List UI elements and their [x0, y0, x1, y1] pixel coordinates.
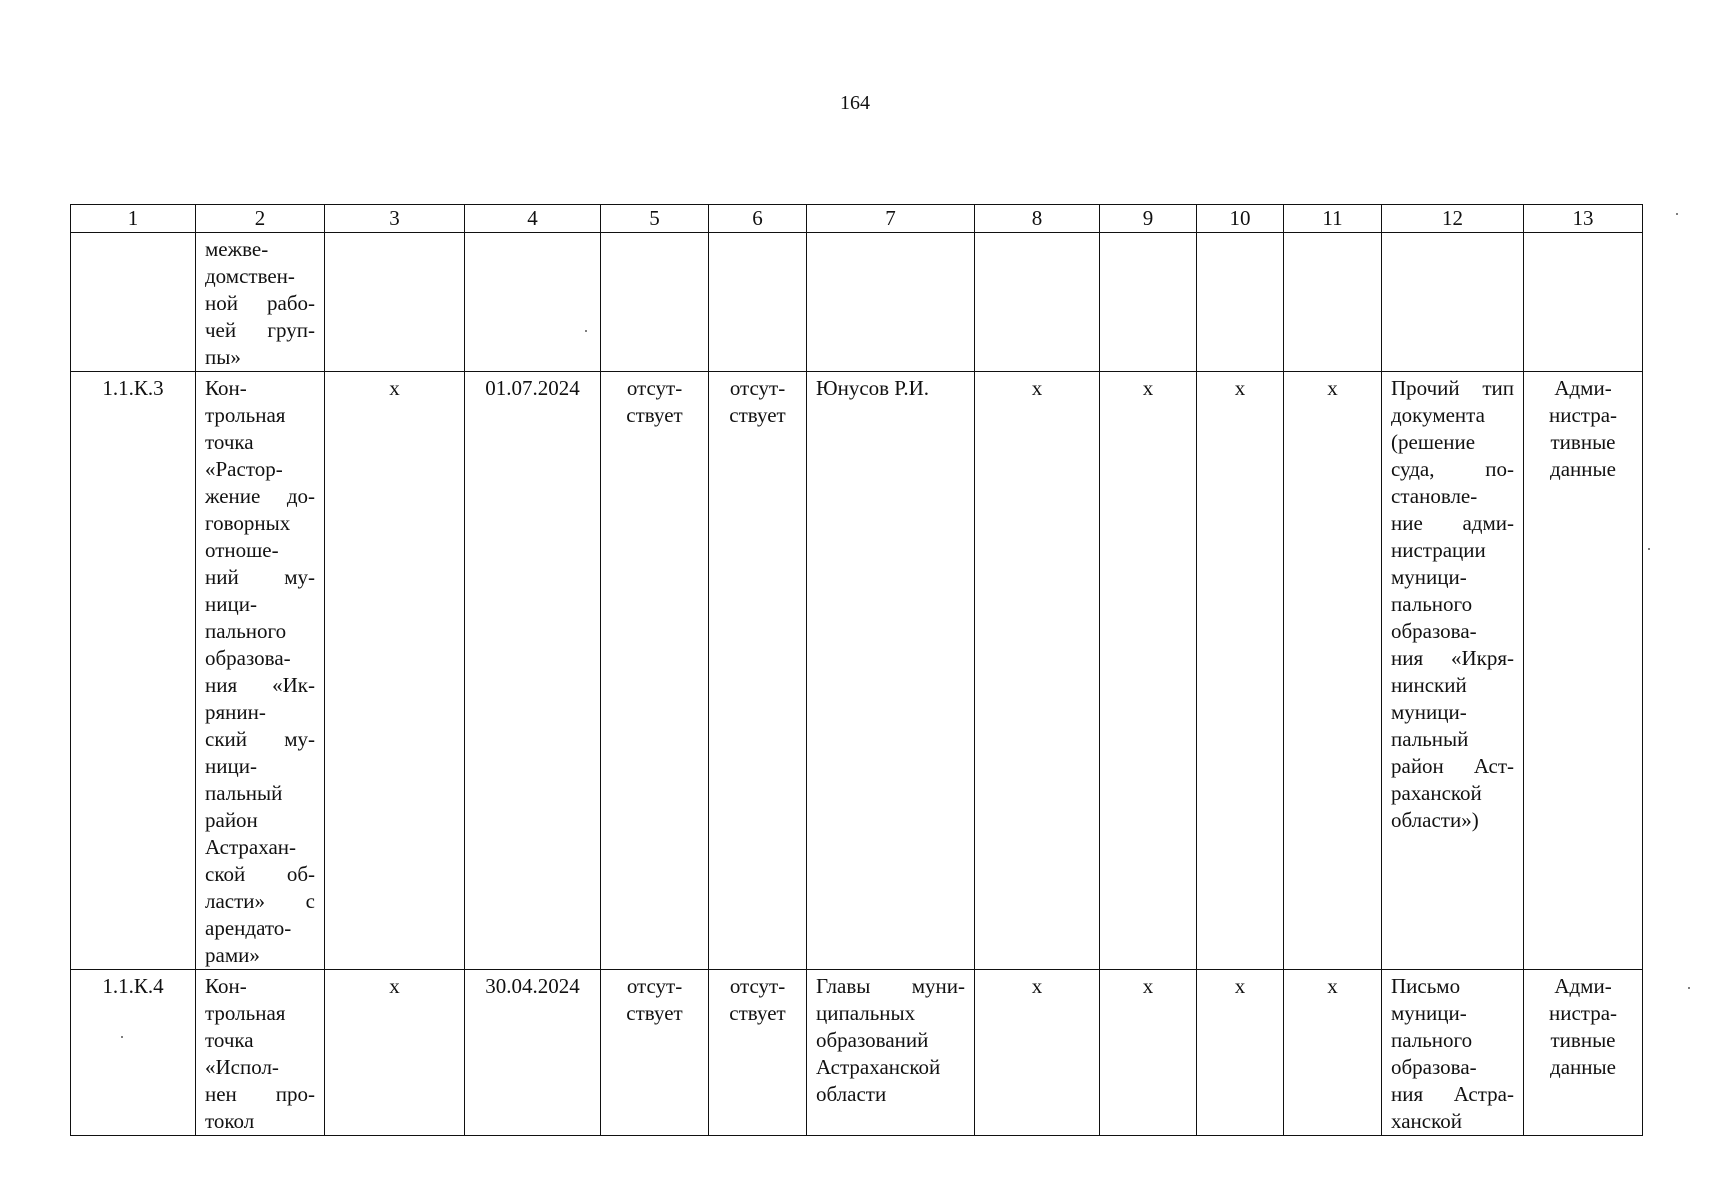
table-cell: [1284, 233, 1382, 372]
table-cell-description: [196, 970, 325, 1136]
cell-text-line: Кон-: [205, 974, 247, 998]
cell-text-line: области»): [1391, 808, 1479, 832]
cell-text-line: (решение: [1391, 430, 1476, 454]
cell-text-line: ский му-: [205, 727, 315, 751]
column-header: 12: [1382, 205, 1524, 233]
cell-text-line: ници-: [205, 754, 257, 778]
cell-text-line: муници-: [1391, 700, 1467, 724]
cell-text-line: жение до-: [205, 484, 315, 508]
cell-text-line: отсут-: [626, 974, 683, 998]
cell-text-line: образова-: [205, 646, 291, 670]
table-cell-responsible: [807, 372, 975, 970]
cell-text-line: ния Астра-: [1391, 1082, 1514, 1106]
cell-text-line: межве-: [205, 237, 269, 261]
table-cell: х: [325, 372, 465, 970]
cell-text-line: Адми-: [1554, 974, 1612, 998]
table-cell: х: [1197, 372, 1284, 970]
header-row: [71, 205, 1643, 233]
cell-text-line: чей груп-: [205, 318, 315, 342]
table-cell: х: [1100, 970, 1197, 1136]
column-header: 7: [807, 205, 975, 233]
column-header: 10: [1197, 205, 1284, 233]
cell-text-line: нен про-: [205, 1082, 315, 1106]
column-header: 8: [975, 205, 1100, 233]
table-cell: х: [325, 970, 465, 1136]
table-cell: [1197, 233, 1284, 372]
cell-text-line: район: [205, 808, 258, 832]
column-header: 11: [1284, 205, 1382, 233]
table-cell: х: [1197, 970, 1284, 1136]
cell-text-line: данные: [1550, 457, 1616, 481]
cell-text-line: Кон-: [205, 376, 247, 400]
cell-text-line: нистрации: [1391, 538, 1486, 562]
table-cell: х: [1284, 372, 1382, 970]
table-cell-source: [1524, 970, 1643, 1136]
cell-text-line: ния «Икря-: [1391, 646, 1514, 670]
table-cell: [709, 372, 807, 970]
cell-text-line: ние адми-: [1391, 511, 1514, 535]
control-points-table: [70, 204, 1643, 1136]
table-cell: [975, 233, 1100, 372]
cell-text-line: пальный: [1391, 727, 1469, 751]
cell-text-line: тивные: [1550, 430, 1616, 454]
cell-text-line: пального: [1391, 1028, 1473, 1052]
scan-speck: [585, 330, 587, 332]
cell-text-line: рами»: [205, 943, 260, 967]
scan-speck: [1688, 987, 1690, 989]
scan-speck: [121, 1036, 123, 1038]
cell-text-line: Адми-: [1554, 376, 1612, 400]
cell-text-line: район Аст-: [1391, 754, 1514, 778]
table-cell: [807, 233, 975, 372]
table-cell-date: 30.04.2024: [465, 970, 601, 1136]
table-cell-date: 01.07.2024: [465, 372, 601, 970]
cell-text-line: точка: [205, 1028, 254, 1052]
table-cell: [709, 970, 807, 1136]
column-header: 3: [325, 205, 465, 233]
cell-text-line: отсут-: [626, 376, 683, 400]
cell-text-line: пы»: [205, 345, 241, 369]
table-cell: [601, 970, 709, 1136]
table-cell: [601, 233, 709, 372]
table-cell: [325, 233, 465, 372]
table-cell: х: [1100, 372, 1197, 970]
cell-text-line: ствует: [626, 1001, 683, 1025]
column-header: 1: [71, 205, 196, 233]
cell-text-line: рянин-: [205, 700, 266, 724]
cell-text-line: раханской: [1391, 781, 1482, 805]
cell-text-line: тивные: [1550, 1028, 1616, 1052]
cell-text-line: образова-: [1391, 619, 1477, 643]
column-header: 4: [465, 205, 601, 233]
cell-text-line: образова-: [1391, 1055, 1477, 1079]
column-header: 9: [1100, 205, 1197, 233]
scan-speck: [1676, 213, 1678, 215]
cell-text-line: ний му-: [205, 565, 315, 589]
table-cell-id: 1.1.К.3: [71, 372, 196, 970]
cell-text-line: данные: [1550, 1055, 1616, 1079]
cell-text-line: образований: [816, 1028, 929, 1052]
table-cell: [1382, 233, 1524, 372]
table-cell: х: [975, 372, 1100, 970]
cell-text-line: Прочий тип: [1391, 376, 1514, 400]
cell-text-line: ласти» с: [205, 889, 315, 913]
cell-text-line: арендато-: [205, 916, 292, 940]
cell-text-line: ской об-: [205, 862, 315, 886]
cell-text-line: ствует: [626, 403, 683, 427]
cell-text-line: Письмо: [1391, 974, 1461, 998]
table-cell: х: [1284, 970, 1382, 1136]
cell-text-line: становле-: [1391, 484, 1478, 508]
table-cell-id: 1.1.К.4: [71, 970, 196, 1136]
table-cell-document: [1382, 970, 1524, 1136]
cell-text-line: ния «Ик-: [205, 673, 315, 697]
cell-text-line: суда, по-: [1391, 457, 1514, 481]
cell-text-line: говорных: [205, 511, 291, 535]
cell-text-line: отсут-: [729, 376, 786, 400]
cell-text-line: Астраханской: [816, 1055, 941, 1079]
column-header: 2: [196, 205, 325, 233]
cell-text-line: ципальных: [816, 1001, 916, 1025]
cell-text-line: трольная: [205, 403, 286, 427]
table-row-continuation: [71, 233, 1643, 372]
page-number: 164: [840, 92, 870, 114]
table-cell-document: [1382, 372, 1524, 970]
cell-text-line: области: [816, 1082, 887, 1106]
cell-text-line: ници-: [205, 592, 257, 616]
cell-text-line: отноше-: [205, 538, 279, 562]
cell-text-line: пальный: [205, 781, 283, 805]
cell-text-line: токол: [205, 1109, 255, 1133]
cell-text-line: ханской: [1391, 1109, 1462, 1133]
cell-text-line: ствует: [729, 403, 786, 427]
table-cell-description: [196, 233, 325, 372]
cell-text-line: Юнусов Р.И.: [816, 376, 930, 400]
table-cell: [71, 233, 196, 372]
cell-text-line: ствует: [729, 1001, 786, 1025]
table-row: [71, 970, 1643, 1136]
column-header: 5: [601, 205, 709, 233]
cell-text-line: нистра-: [1548, 403, 1618, 427]
cell-text-line: пального: [205, 619, 287, 643]
table-row: [71, 372, 1643, 970]
table-cell: [601, 372, 709, 970]
table-cell: [465, 233, 601, 372]
cell-text-line: домствен-: [205, 264, 295, 288]
table-cell-responsible: [807, 970, 975, 1136]
cell-text-line: «Испол-: [205, 1055, 279, 1079]
cell-text-line: документа: [1391, 403, 1485, 427]
column-header: 6: [709, 205, 807, 233]
column-header: 13: [1524, 205, 1643, 233]
cell-text-line: «Растор-: [205, 457, 283, 481]
cell-text-line: отсут-: [729, 974, 786, 998]
scan-speck: [1648, 548, 1650, 550]
cell-text-line: Астрахан-: [205, 835, 296, 859]
table-cell: [1524, 233, 1643, 372]
cell-text-line: трольная: [205, 1001, 286, 1025]
cell-text-line: муници-: [1391, 565, 1467, 589]
cell-text-line: нинский: [1391, 673, 1467, 697]
table-cell: х: [975, 970, 1100, 1136]
cell-text-line: пального: [1391, 592, 1473, 616]
cell-text-line: ной рабо-: [205, 291, 315, 315]
table-cell: [709, 233, 807, 372]
cell-text-line: нистра-: [1548, 1001, 1618, 1025]
table-cell-source: [1524, 372, 1643, 970]
table-cell: [1100, 233, 1197, 372]
cell-text-line: Главы муни-: [816, 974, 965, 998]
table-cell-description: [196, 372, 325, 970]
cell-text-line: муници-: [1391, 1001, 1467, 1025]
cell-text-line: точка: [205, 430, 254, 454]
